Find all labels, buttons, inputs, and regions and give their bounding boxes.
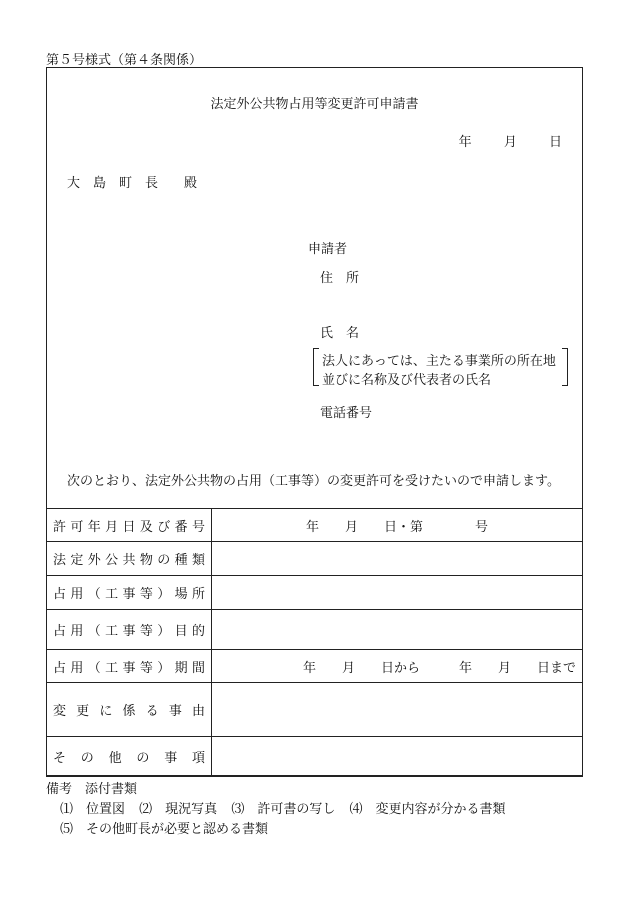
application-form-box <box>46 67 583 776</box>
address-label: 住 所 <box>320 271 360 286</box>
phone-label: 電話番号 <box>320 406 373 421</box>
form-number-label: 第５号様式（第４条関係） <box>46 53 203 68</box>
row-value-type[interactable] <box>212 542 583 576</box>
applicant-label: 申請者 <box>308 242 348 257</box>
table-row <box>47 737 583 777</box>
remarks-line-1 <box>46 800 505 820</box>
corporation-note-bracket <box>313 348 568 386</box>
remarks-heading: 備考 添付書類 <box>46 782 138 797</box>
row-label-reason: 変更に係る事由 <box>47 683 212 737</box>
row-value-other[interactable] <box>212 737 583 777</box>
remarks-item: ⑸ その他町長が必要と認める書類 <box>60 822 269 837</box>
date-year: 年 <box>458 135 472 150</box>
row-label-other: その他の事項 <box>47 737 212 777</box>
table-row <box>47 650 583 683</box>
date-day: 日 <box>548 135 562 150</box>
row-label-place: 占用（工事等）場所 <box>47 576 212 610</box>
remarks-item: ⑵ 現況写真 <box>139 802 218 817</box>
remarks-item: ⑴ 位置図 <box>60 802 126 817</box>
row-label-purpose: 占用（工事等）目的 <box>47 610 212 650</box>
remarks-line-2 <box>46 820 505 840</box>
row-value-period[interactable]: 年 月 日から 年 月 日まで <box>212 650 583 683</box>
right-bracket <box>562 348 568 386</box>
row-value-purpose[interactable] <box>212 610 583 650</box>
row-value-place[interactable] <box>212 576 583 610</box>
row-label-period: 占用（工事等）期間 <box>47 650 212 683</box>
document-title: 法定外公共物占用等変更許可申請書 <box>210 97 419 112</box>
row-label-permit-date: 許可年月日及び番号 <box>47 509 212 542</box>
table-row <box>47 610 583 650</box>
table-row <box>47 509 583 542</box>
row-label-type: 法定外公共物の種類 <box>47 542 212 576</box>
row-value-permit-date[interactable]: 年 月 日・第 号 <box>212 509 583 542</box>
remarks-section <box>46 780 505 840</box>
detail-table <box>46 508 583 777</box>
date-line <box>437 131 562 150</box>
remarks-item: ⑶ 許可書の写し <box>231 802 336 817</box>
corporation-note-line2: 並びに名称及び代表者の氏名 <box>322 373 492 388</box>
row-value-reason[interactable] <box>212 683 583 737</box>
table-row <box>47 576 583 610</box>
addressee: 大 島 町 長 殿 <box>67 176 198 191</box>
table-row <box>47 683 583 737</box>
application-statement: 次のとおり、法定外公共物の占用（工事等）の変更許可を受けたいので申請します。 <box>67 474 560 489</box>
left-bracket <box>313 348 319 386</box>
corporation-note-line1: 法人にあっては、主たる事業所の所在地 <box>322 354 556 369</box>
name-label: 氏 名 <box>320 326 360 341</box>
table-row <box>47 542 583 576</box>
remarks-item: ⑷ 変更内容が分かる書類 <box>349 802 506 817</box>
date-month: 月 <box>503 135 517 150</box>
